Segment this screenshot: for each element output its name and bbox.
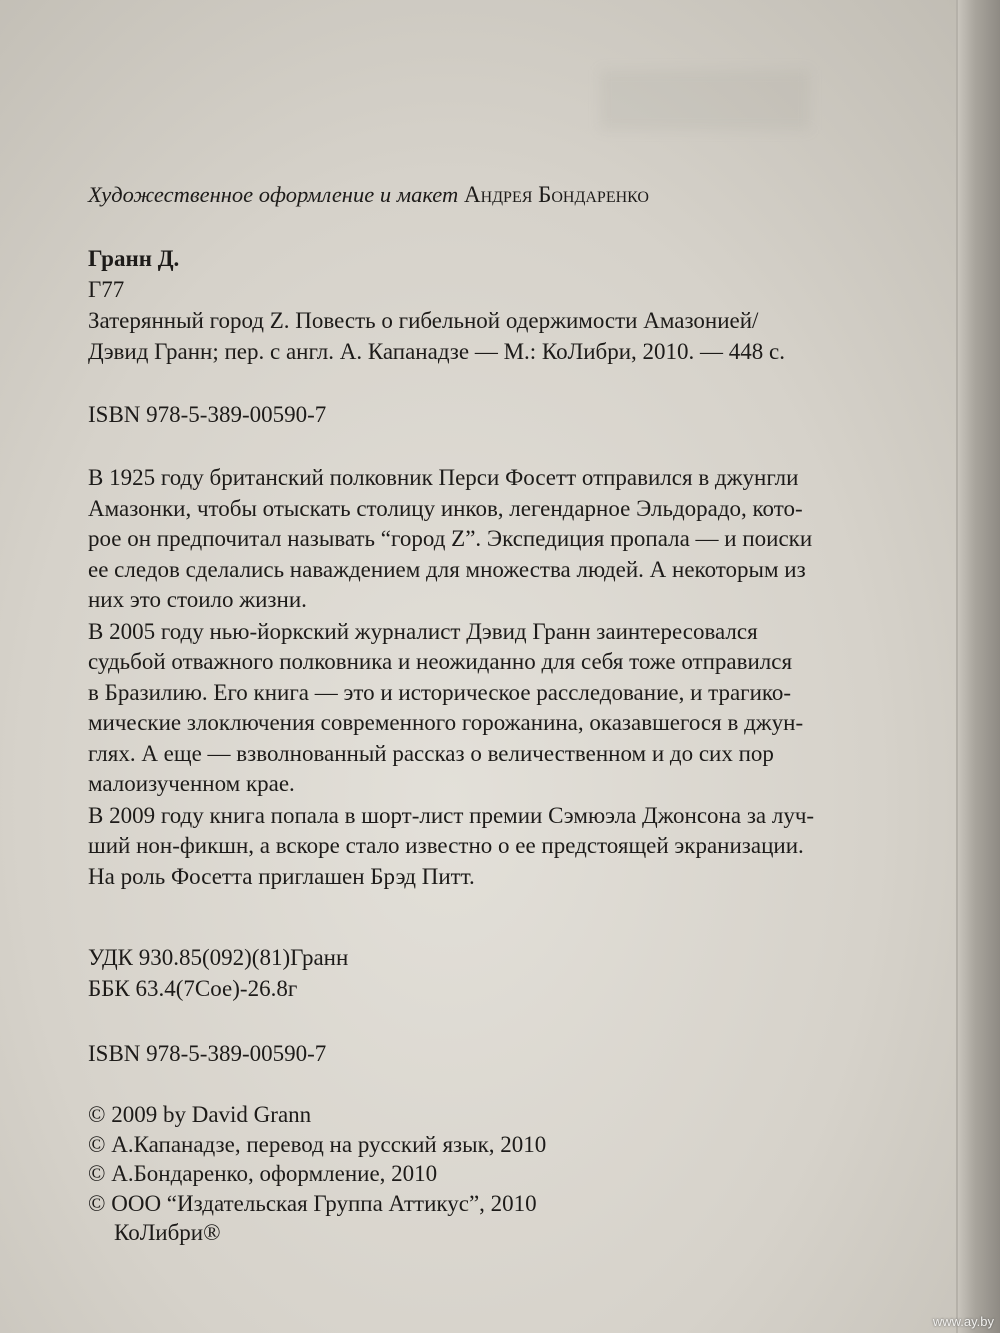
- classification-codes: [88, 943, 348, 1004]
- annotation-line: На роль Фосетта приглашен Брэд Питт.: [88, 863, 475, 889]
- annotation-line: судьбой отважного полковника и неожиданно для себя тоже отправился: [88, 649, 793, 674]
- annotation-line: в Бразилию. Его книга — это и историческое расследование, и трагико-: [88, 679, 792, 705]
- author-mark: Г77: [88, 277, 125, 302]
- biblio-line: Затерянный город Z. Повесть о гибельной одержимости Амазонией/: [88, 308, 759, 333]
- designer-name: Андрея Бондаренко: [463, 182, 649, 207]
- annotation-paragraph-3: [88, 801, 814, 893]
- design-credit-label: Художественное оформление и макет: [88, 182, 459, 207]
- copyright-line: © ООО “Издательская Группа Аттикус”, 2010: [88, 1190, 537, 1216]
- annotation-line: них это стоило жизни.: [88, 587, 307, 612]
- annotation-line: Амазонки, чтобы отыскать столицу инков, легендарное Эльдорадо, кото-: [88, 495, 803, 521]
- udk-code: УДК 930.85(092)(81)Гранн: [88, 945, 349, 970]
- site-watermark: www.ay.by: [932, 1314, 994, 1329]
- copyright-line: © А.Бондаренко, оформление, 2010: [88, 1161, 438, 1186]
- annotation-line: В 2005 году нью-йоркский журналист Дэвид Гранн заинтересовался: [88, 618, 758, 644]
- annotation-line: рое он предпочитал называть “город Z”. Экспедиция пропала — и поиски: [88, 526, 813, 551]
- annotation-line: В 2009 году книга попала в шорт-лист премии Сэмюэла Джонсона за луч-: [88, 802, 815, 828]
- annotation-line: В 1925 году британский полковник Перси Фосетт отправился в джунгли: [88, 465, 799, 490]
- isbn-bottom: ISBN 978-5-389-00590-7: [88, 1041, 327, 1066]
- bbk-code: ББК 63.4(7Сое)-26.8г: [88, 975, 298, 1001]
- page-edge-shadow: [958, 0, 1000, 1333]
- author-heading: Гранн Д.: [88, 246, 180, 271]
- biblio-line: Дэвид Гранн; пер. с англ. А. Капанадзе — М.: КоЛибри, 2010. — 448 с.: [88, 338, 786, 364]
- copyright-line: © 2009 by David Grann: [88, 1102, 312, 1127]
- copyright-block: [88, 1100, 546, 1248]
- show-through-bleed: [600, 70, 810, 130]
- annotation: [88, 463, 814, 892]
- copyright-line: © А.Капанадзе, перевод на русский язык, 2010: [88, 1131, 547, 1157]
- bibliographic-description: [88, 306, 785, 367]
- annotation-line: ший нон-фикшн, а вскоре стало известно о ее предстоящей экранизации.: [88, 833, 804, 858]
- annotation-line: ее следов сделались наваждением для множества людей. А некоторым из: [88, 556, 806, 582]
- publisher-imprint: КоЛибри®: [114, 1220, 221, 1245]
- annotation-line: мические злоключения современного горожанина, оказавшегося в джун-: [88, 710, 804, 735]
- isbn-top: ISBN 978-5-389-00590-7: [88, 402, 327, 427]
- annotation-paragraph-1: [88, 463, 814, 616]
- annotation-line: малоизученном крае.: [88, 771, 295, 796]
- annotation-line: глях. А еще — взволнованный рассказ о величественном и до сих пор: [88, 740, 774, 766]
- design-credit: [88, 180, 649, 211]
- annotation-paragraph-2: [88, 617, 814, 800]
